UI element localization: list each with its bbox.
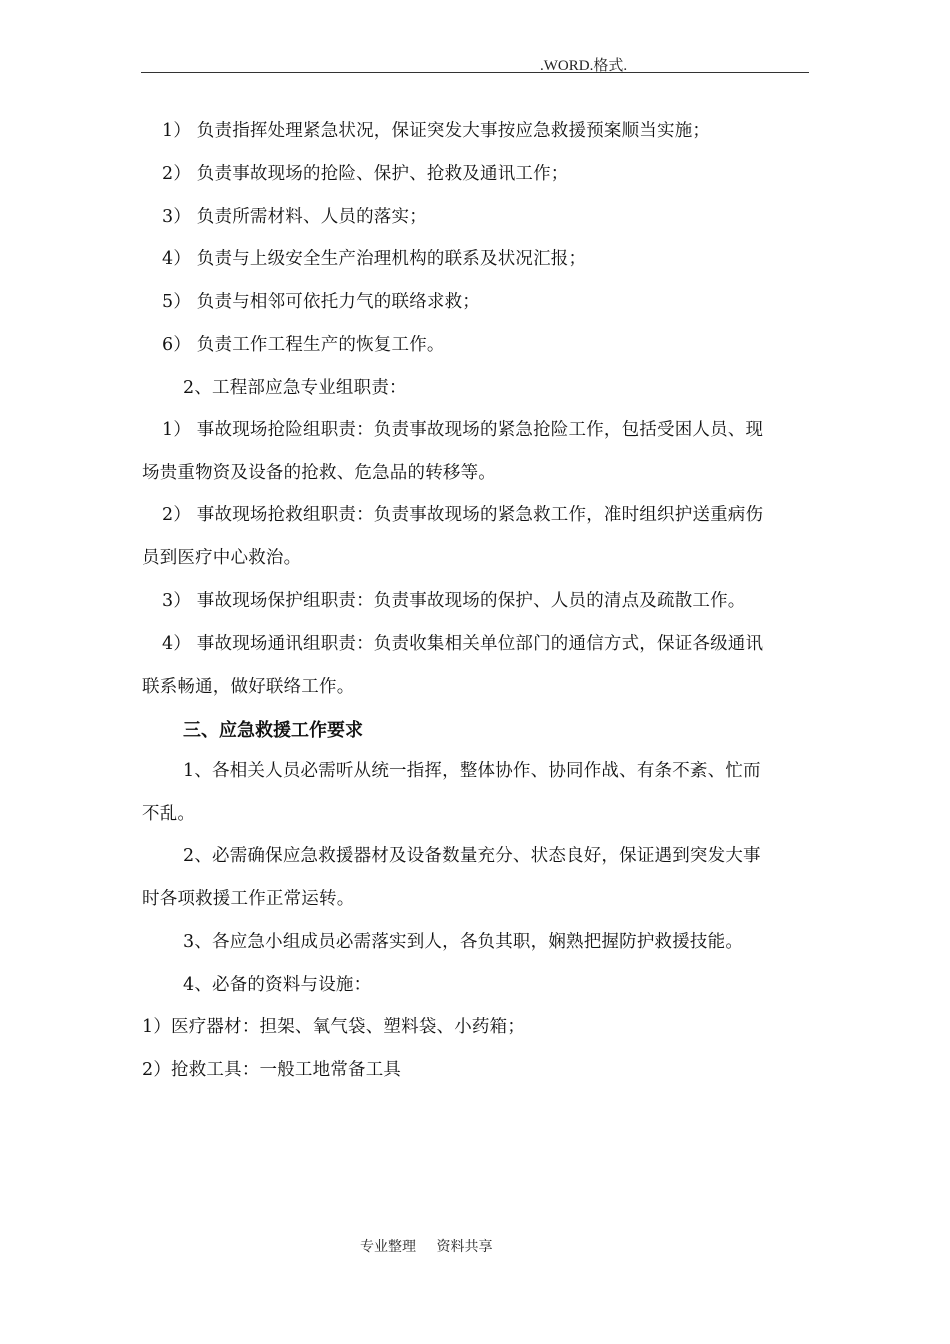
header-divider — [141, 72, 809, 73]
duty-item-6: 6） 负责工作工程生产的恢复工作。 — [162, 335, 445, 355]
team-duty-2-line-1: 2） 事故现场抢救组职责：负责事故现场的紧急救工作，准时组织护送重病伤 — [162, 505, 764, 525]
duty-item-5: 5） 负责与相邻可依托力气的联络求救； — [162, 292, 480, 312]
team-duty-4-line-2: 联系畅通，做好联络工作。 — [142, 677, 355, 697]
requirement-3: 3、各应急小组成员必需落实到人，各负其职，娴熟把握防护救援技能。 — [183, 932, 744, 952]
requirement-1-line-2: 不乱。 — [142, 804, 196, 824]
page-footer — [360, 1236, 508, 1256]
requirement-4: 4、必备的资料与设施： — [183, 975, 372, 995]
requirement-1-line-1: 1、各相关人员必需听从统一指挥，整体协作、协同作战、有条不紊、忙而 — [183, 761, 761, 781]
section-heading: 三、应急救援工作要求 — [183, 720, 363, 741]
duty-item-4: 4） 负责与上级安全生产治理机构的联系及状况汇报； — [162, 249, 587, 269]
equipment-item-2: 2）抢救工具：一般工地常备工具 — [142, 1060, 402, 1080]
page-header-text: .WORD.格式. — [540, 58, 628, 74]
team-duty-2-line-2: 员到医疗中心救治。 — [142, 548, 302, 568]
duty-item-1: 1） 负责指挥处理紧急状况，保证突发大事按应急救援预案顺当实施； — [162, 121, 711, 141]
footer-left-text: 专业整理 — [360, 1239, 416, 1255]
equipment-item-1: 1）医疗器材：担架、氧气袋、塑料袋、小药箱； — [142, 1017, 526, 1037]
team-duty-3: 3） 事故现场保护组职责：负责事故现场的保护、人员的清点及疏散工作。 — [162, 591, 746, 611]
duty-item-3: 3） 负责所需材料、人员的落实； — [162, 207, 427, 227]
team-duty-1-line-2: 场贵重物资及设备的抢救、危急品的转移等。 — [142, 463, 496, 483]
duty-item-2: 2） 负责事故现场的抢险、保护、抢救及通讯工作； — [162, 164, 569, 184]
team-duty-4-line-1: 4） 事故现场通讯组职责：负责收集相关单位部门的通信方式，保证各级通讯 — [162, 634, 764, 654]
requirement-2-line-2: 时各项救援工作正常运转。 — [142, 889, 355, 909]
subsection-title: 2、工程部应急专业组职责： — [183, 378, 407, 398]
footer-right-text: 资料共享 — [436, 1239, 493, 1255]
requirement-2-line-1: 2、必需确保应急救援器材及设备数量充分、状态良好，保证遇到突发大事 — [183, 846, 761, 866]
team-duty-1-line-1: 1） 事故现场抢险组职责：负责事故现场的紧急抢险工作，包括受困人员、现 — [162, 420, 764, 440]
